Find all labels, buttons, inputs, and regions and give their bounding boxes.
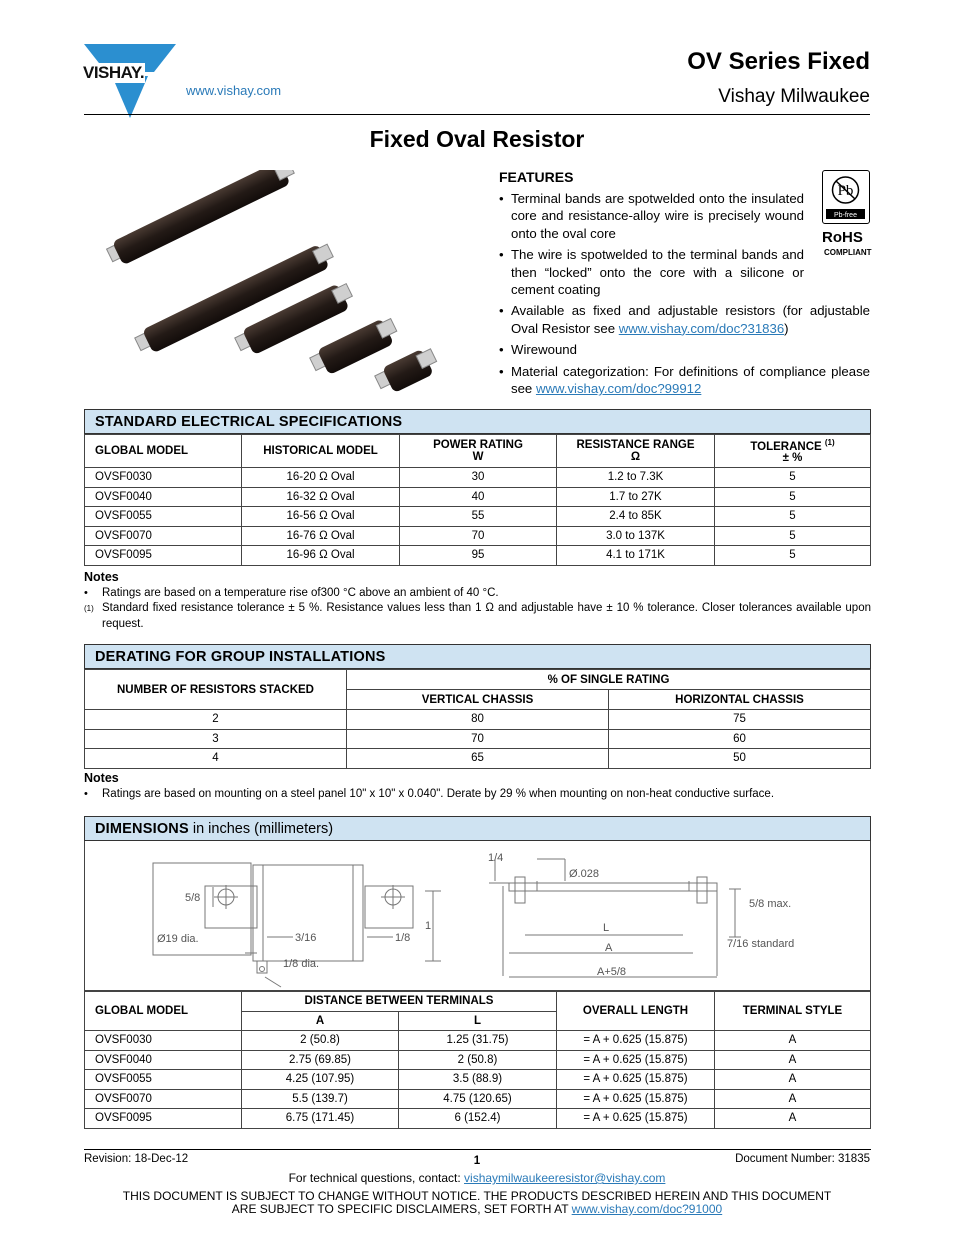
table-cell: 2.4 to 85K [557,507,715,527]
features-list [499,190,870,401]
table-cell: OVSF0040 [85,1050,242,1070]
dim-label-1-4: 1/4 [488,852,504,864]
dim-label-5-8: 5/8 [185,892,201,904]
electrical-specs-table [84,434,871,566]
table-cell: OVSF0070 [85,1089,242,1109]
pb-free-icon [822,170,870,224]
dimensions-title: DIMENSIONS in inches (millimeters) [84,816,871,841]
feature-item: • Available as fixed and adjustable resistors (for adjustable Oval Resistor see www.vishay.com/doc?31836) [499,302,870,337]
table-row [85,546,871,566]
dim-label-1: 1 [425,920,432,932]
pb-free-text: Pb-free [834,212,857,219]
series-title: OV Series Fixed [687,48,870,75]
table-cell: 50 [609,749,871,769]
note-item: • Ratings are based on a temperature rise of300 °C above an ambient of 40 °C. [84,586,499,599]
electrical-specs-title: STANDARD ELECTRICAL SPECIFICATIONS [84,409,871,434]
col-l: L [399,1011,557,1031]
table-cell: 3.0 to 137K [557,526,715,546]
dim-label-L: L [603,922,610,934]
table-cell: 95 [400,546,557,566]
logo-wordmark: VISHAY. [83,63,145,82]
table-row [85,1031,871,1051]
table-cell: 5 [715,507,871,527]
col-overall-length: OVERALL LENGTH [557,992,715,1031]
derating-notes [84,771,871,802]
col-number-stacked: NUMBER OF RESISTORS STACKED [85,670,347,710]
table-row [85,1089,871,1109]
contact-line: For technical questions, contact: vishaymilwaukeeresistor@vishay.com [288,1171,666,1185]
revision-date: Revision: 18-Dec-12 [84,1153,189,1165]
table-cell: 1.25 (31.75) [399,1031,557,1051]
table-row [85,710,871,730]
table-cell: 2.75 (69.85) [242,1050,399,1070]
table-cell: OVSF0030 [85,1031,242,1051]
table-row [85,507,871,527]
disclaimer-line-1: THIS DOCUMENT IS SUBJECT TO CHANGE WITHOUT NOTICE. THE PRODUCTS DESCRIBED HEREIN AND THIS DOCUMENT [122,1189,832,1203]
table-cell: 2 (50.8) [242,1031,399,1051]
table-cell: A [715,1070,871,1090]
document-title: Fixed Oval Resistor [369,126,585,152]
dim-label-A-plus: A+5/8 [597,966,627,978]
col-distance-terminals: DISTANCE BETWEEN TERMINALS [242,992,557,1012]
table-row [85,749,871,769]
table-cell: = A + 0.625 (15.875) [557,1050,715,1070]
table-row [85,468,871,488]
table-cell: A [715,1109,871,1129]
table-cell: OVSF0095 [85,546,242,566]
table-cell: 2 [85,710,347,730]
dim-label-1-8-dia: 1/8 dia. [283,958,320,970]
col-tolerance: TOLERANCE $^{(1)}$ ± % [715,435,871,468]
table-cell: 4.25 (107.95) [242,1070,399,1090]
table-cell: 16-96 Ω Oval [242,546,400,566]
col-global-model: GLOBAL MODEL [85,435,242,468]
table-cell: 16-56 Ω Oval [242,507,400,527]
table-cell: 5 [715,487,871,507]
contact-email-link[interactable]: vishaymilwaukeeresistor@vishay.com [464,1171,666,1185]
table-cell: 65 [347,749,609,769]
table-cell: 16-20 Ω Oval [242,468,400,488]
series-subtitle: Vishay Milwaukee [718,86,870,107]
dim-label-A: A [605,942,613,954]
footer-divider [84,1149,871,1150]
table-cell: 5 [715,468,871,488]
table-cell: = A + 0.625 (15.875) [557,1089,715,1109]
table-row [85,1070,871,1090]
table-cell: OVSF0030 [85,468,242,488]
dimension-diagram [85,841,870,989]
col-resistance-range: RESISTANCE RANGE Ω [557,435,715,468]
derating-section [84,644,871,769]
table-cell: 4.75 (120.65) [399,1089,557,1109]
dim-label-wire-dia: Ø.028 [569,868,599,880]
table-cell: 55 [400,507,557,527]
table-cell: 2 (50.8) [399,1050,557,1070]
table-cell: A [715,1089,871,1109]
col-vertical-chassis: VERTICAL CHASSIS [347,690,609,710]
dim-label-dia: Ø19 dia. [157,933,199,945]
feature-item: • Wirewound [499,341,870,358]
table-cell: 3.5 (88.9) [399,1070,557,1090]
table-cell: 6.75 (171.45) [242,1109,399,1129]
table-cell: A [715,1031,871,1051]
table-cell: 30 [400,468,557,488]
notes-heading: Notes [84,771,119,785]
electrical-notes [84,570,871,632]
table-cell: 80 [347,710,609,730]
features-heading: FEATURES [499,169,574,185]
page-number: 1 [473,1155,481,1167]
table-cell: = A + 0.625 (15.875) [557,1109,715,1129]
rohs-label: RoHS [822,229,863,246]
table-cell: OVSF0070 [85,526,242,546]
compliance-link[interactable]: www.vishay.com/doc?99912 [535,381,702,397]
col-a: A [242,1011,399,1031]
feature-item: • The wire is spotwelded to the terminal bands and then “locked” onto the core with a silicone or cement coating [499,246,804,298]
table-cell: 5 [715,526,871,546]
dim-label-standard: 7/16 standard [727,938,795,950]
col-terminal-style: TERMINAL STYLE [715,992,871,1031]
table-cell: 70 [400,526,557,546]
table-cell: 1.2 to 7.3K [557,468,715,488]
notes-heading: Notes [84,570,119,584]
dim-label-max: 5/8 max. [749,898,792,910]
dim-label-1-8: 1/8 [395,932,411,944]
derating-table [84,669,871,769]
table-cell: 6 (152.4) [399,1109,557,1129]
dimensions-table [84,991,871,1129]
rohs-compliant-label: COMPLIANT [824,248,872,257]
pb-free-symbol [823,171,868,222]
document-number: Document Number: 31835 [735,1153,870,1165]
feature-item: • Material categorization: For definitions of compliance please see www.vishay.com/doc?99912 [499,363,870,398]
col-percent-single: % OF SINGLE RATING [347,670,871,690]
table-cell: OVSF0055 [85,507,242,527]
table-cell: 16-32 Ω Oval [242,487,400,507]
table-cell: OVSF0040 [85,487,242,507]
table-cell: OVSF0095 [85,1109,242,1129]
table-cell: A [715,1050,871,1070]
note-item: • Ratings are based on mounting on a steel panel 10" x 10" x 0.040". Derate by 29 % when mounting on non-heat conductive surface. [84,787,775,800]
header-divider [84,114,870,115]
table-row [85,526,871,546]
derating-title: DERATING FOR GROUP INSTALLATIONS [84,644,871,669]
adjustable-resistor-link[interactable]: www.vishay.com/doc?31836 [618,320,785,336]
table-cell: 1.7 to 27K [557,487,715,507]
table-cell: 4.1 to 171K [557,546,715,566]
col-horizontal-chassis: HORIZONTAL CHASSIS [609,690,871,710]
dimension-drawing [84,841,871,991]
table-cell: 3 [85,729,347,749]
table-cell: 4 [85,749,347,769]
table-row [85,1050,871,1070]
table-row [85,487,871,507]
table-cell: = A + 0.625 (15.875) [557,1031,715,1051]
col-global-model: GLOBAL MODEL [85,992,242,1031]
dimensions-section [84,816,871,1129]
feature-item: • Terminal bands are spotwelded onto the insulated core and resistance-alloy wire is precisely wound onto the oval core [499,190,804,242]
table-cell: 70 [347,729,609,749]
disclaimer-line-2: ARE SUBJECT TO SPECIFIC DISCLAIMERS, SET FORTH AT www.vishay.com/doc?91000 [231,1202,723,1216]
site-link[interactable]: www.vishay.com [186,83,282,98]
pb-symbol-text: Pb [837,183,854,199]
table-row [85,729,871,749]
product-photo [92,170,448,398]
disclaimer-link[interactable]: www.vishay.com/doc?91000 [571,1202,723,1216]
table-cell: 16-76 Ω Oval [242,526,400,546]
dim-label-3-16: 3/16 [295,932,317,944]
table-cell: 40 [400,487,557,507]
col-historical-model: HISTORICAL MODEL [242,435,400,468]
table-cell: 5 [715,546,871,566]
col-power-rating: POWER RATING W [400,435,557,468]
table-cell: 75 [609,710,871,730]
table-row [85,1109,871,1129]
table-cell: = A + 0.625 (15.875) [557,1070,715,1090]
table-cell: 60 [609,729,871,749]
note-item: (1) Standard fixed resistance tolerance ± 5 %. Resistance values less than 1 Ω and adjustable have ± 10 % tolerance. Closer tolerances available upon request. [84,602,871,630]
table-cell: OVSF0055 [85,1070,242,1090]
table-cell: 5.5 (139.7) [242,1089,399,1109]
electrical-specs-section [84,409,871,566]
